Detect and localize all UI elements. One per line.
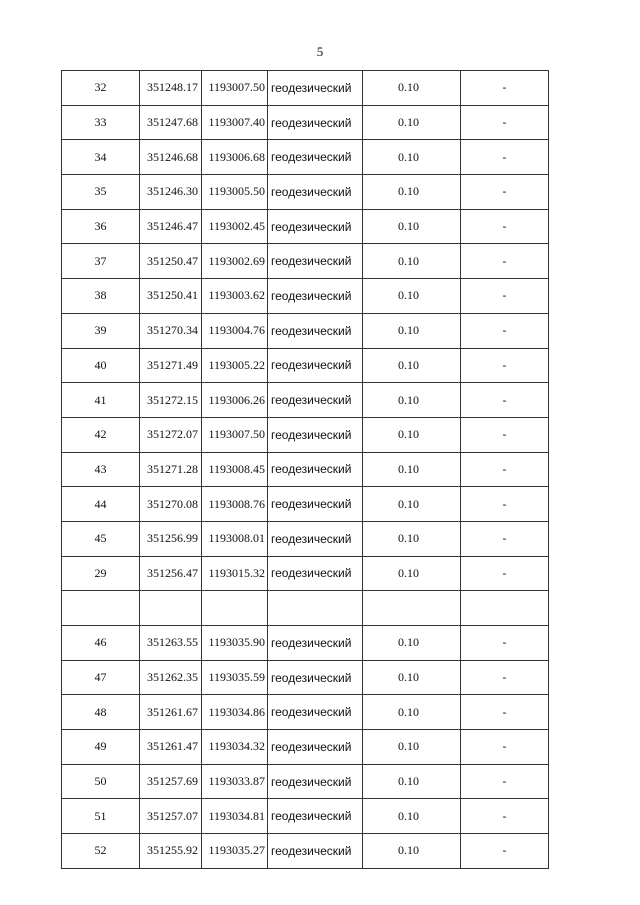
note-cell: - [461,348,549,383]
table-row [62,140,549,175]
table-row [62,730,549,765]
note-cell: - [461,383,549,418]
note-cell: - [461,105,549,140]
x-coordinate-cell: 351270.34 [140,313,202,348]
precision-cell: 0.10 [363,175,461,210]
y-coordinate-cell: 1193008.76 [202,487,268,522]
method-cell: геодезический [268,834,363,869]
point-number-cell: 45 [62,521,140,556]
precision-cell: 0.10 [363,209,461,244]
note-cell: - [461,487,549,522]
table-row [62,452,549,487]
y-coordinate-cell: 1193033.87 [202,764,268,799]
note-cell: - [461,799,549,834]
y-coordinate-cell: 1193007.50 [202,417,268,452]
note-cell: - [461,417,549,452]
point-number-cell: 38 [62,279,140,314]
method-cell: геодезический [268,140,363,175]
y-coordinate-cell: 1193007.40 [202,105,268,140]
point-number-cell: 36 [62,209,140,244]
note-cell: - [461,834,549,869]
note-cell: - [461,730,549,765]
x-coordinate-cell: 351270.08 [140,487,202,522]
y-coordinate-cell: 1193004.76 [202,313,268,348]
note-cell: - [461,452,549,487]
y-coordinate-cell: 1193034.86 [202,695,268,730]
table-row [62,591,549,626]
x-coordinate-cell: 351246.47 [140,209,202,244]
x-coordinate-cell: 351246.30 [140,175,202,210]
method-cell: геодезический [268,105,363,140]
x-coordinate-cell: 351250.47 [140,244,202,279]
table-row [62,417,549,452]
note-cell: - [461,244,549,279]
method-cell: геодезический [268,71,363,106]
method-cell: геодезический [268,521,363,556]
note-cell: - [461,175,549,210]
point-number-cell: 35 [62,175,140,210]
point-number-cell: 48 [62,695,140,730]
method-cell: геодезический [268,626,363,661]
table-row [62,348,549,383]
precision-cell: 0.10 [363,383,461,418]
point-number-cell: 49 [62,730,140,765]
table-row [62,244,549,279]
table-row [62,764,549,799]
point-number-cell: 46 [62,626,140,661]
point-number-cell: 29 [62,556,140,591]
note-cell: - [461,71,549,106]
method-cell: геодезический [268,279,363,314]
point-number-cell: 41 [62,383,140,418]
point-number-cell: 47 [62,660,140,695]
table-row [62,834,549,869]
point-number-cell: 52 [62,834,140,869]
x-coordinate-cell: 351263.55 [140,626,202,661]
note-cell: - [461,313,549,348]
note-cell: - [461,140,549,175]
method-cell: геодезический [268,556,363,591]
table-row [62,556,549,591]
precision-cell: 0.10 [363,487,461,522]
precision-cell: 0.10 [363,834,461,869]
table-row [62,695,549,730]
table-row [62,660,549,695]
method-cell: геодезический [268,695,363,730]
y-coordinate-cell: 1193035.90 [202,626,268,661]
coordinates-table [61,70,549,869]
y-coordinate-cell [202,591,268,626]
precision-cell [363,591,461,626]
page-number: 5 [316,44,324,59]
table-row [62,71,549,106]
table-row [62,521,549,556]
x-coordinate-cell: 351246.68 [140,140,202,175]
precision-cell: 0.10 [363,348,461,383]
point-number-cell: 34 [62,140,140,175]
y-coordinate-cell: 1193035.59 [202,660,268,695]
y-coordinate-cell: 1193034.32 [202,730,268,765]
x-coordinate-cell: 351256.47 [140,556,202,591]
point-number-cell: 37 [62,244,140,279]
note-cell: - [461,521,549,556]
method-cell: геодезический [268,487,363,522]
y-coordinate-cell: 1193002.45 [202,209,268,244]
precision-cell: 0.10 [363,452,461,487]
note-cell: - [461,695,549,730]
table-row [62,175,549,210]
y-coordinate-cell: 1193003.62 [202,279,268,314]
table-row [62,105,549,140]
method-cell [268,591,363,626]
x-coordinate-cell: 351272.15 [140,383,202,418]
method-cell: геодезический [268,175,363,210]
method-cell: геодезический [268,730,363,765]
note-cell [461,591,549,626]
table-row [62,487,549,522]
precision-cell: 0.10 [363,279,461,314]
table-row [62,279,549,314]
x-coordinate-cell [140,591,202,626]
point-number-cell: 39 [62,313,140,348]
point-number-cell: 33 [62,105,140,140]
method-cell: геодезический [268,452,363,487]
y-coordinate-cell: 1193006.68 [202,140,268,175]
note-cell: - [461,626,549,661]
table-row [62,626,549,661]
note-cell: - [461,209,549,244]
point-number-cell: 51 [62,799,140,834]
precision-cell: 0.10 [363,660,461,695]
precision-cell: 0.10 [363,556,461,591]
method-cell: геодезический [268,383,363,418]
method-cell: геодезический [268,348,363,383]
x-coordinate-cell: 351257.69 [140,764,202,799]
x-coordinate-cell: 351250.41 [140,279,202,314]
precision-cell: 0.10 [363,626,461,661]
note-cell: - [461,556,549,591]
point-number-cell: 42 [62,417,140,452]
precision-cell: 0.10 [363,71,461,106]
y-coordinate-cell: 1193008.01 [202,521,268,556]
coordinates-table-body [62,71,549,869]
x-coordinate-cell: 351262.35 [140,660,202,695]
table-row [62,799,549,834]
note-cell: - [461,764,549,799]
y-coordinate-cell: 1193035.27 [202,834,268,869]
precision-cell: 0.10 [363,244,461,279]
x-coordinate-cell: 351272.07 [140,417,202,452]
x-coordinate-cell: 351261.47 [140,730,202,765]
precision-cell: 0.10 [363,764,461,799]
x-coordinate-cell: 351256.99 [140,521,202,556]
x-coordinate-cell: 351271.49 [140,348,202,383]
precision-cell: 0.10 [363,695,461,730]
method-cell: геодезический [268,313,363,348]
method-cell: геодезический [268,660,363,695]
precision-cell: 0.10 [363,799,461,834]
x-coordinate-cell: 351271.28 [140,452,202,487]
x-coordinate-cell: 351247.68 [140,105,202,140]
precision-cell: 0.10 [363,521,461,556]
y-coordinate-cell: 1193007.50 [202,71,268,106]
method-cell: геодезический [268,209,363,244]
y-coordinate-cell: 1193005.22 [202,348,268,383]
point-number-cell: 44 [62,487,140,522]
precision-cell: 0.10 [363,140,461,175]
method-cell: геодезический [268,764,363,799]
point-number-cell: 32 [62,71,140,106]
y-coordinate-cell: 1193006.26 [202,383,268,418]
table-row [62,383,549,418]
precision-cell: 0.10 [363,313,461,348]
y-coordinate-cell: 1193015.32 [202,556,268,591]
note-cell: - [461,660,549,695]
y-coordinate-cell: 1193002.69 [202,244,268,279]
precision-cell: 0.10 [363,730,461,765]
note-cell: - [461,279,549,314]
table-row [62,209,549,244]
x-coordinate-cell: 351257.07 [140,799,202,834]
x-coordinate-cell: 351248.17 [140,71,202,106]
point-number-cell [62,591,140,626]
precision-cell: 0.10 [363,417,461,452]
method-cell: геодезический [268,417,363,452]
point-number-cell: 43 [62,452,140,487]
point-number-cell: 50 [62,764,140,799]
x-coordinate-cell: 351261.67 [140,695,202,730]
y-coordinate-cell: 1193005.50 [202,175,268,210]
precision-cell: 0.10 [363,105,461,140]
y-coordinate-cell: 1193034.81 [202,799,268,834]
table-row [62,313,549,348]
y-coordinate-cell: 1193008.45 [202,452,268,487]
method-cell: геодезический [268,244,363,279]
point-number-cell: 40 [62,348,140,383]
method-cell: геодезический [268,799,363,834]
x-coordinate-cell: 351255.92 [140,834,202,869]
